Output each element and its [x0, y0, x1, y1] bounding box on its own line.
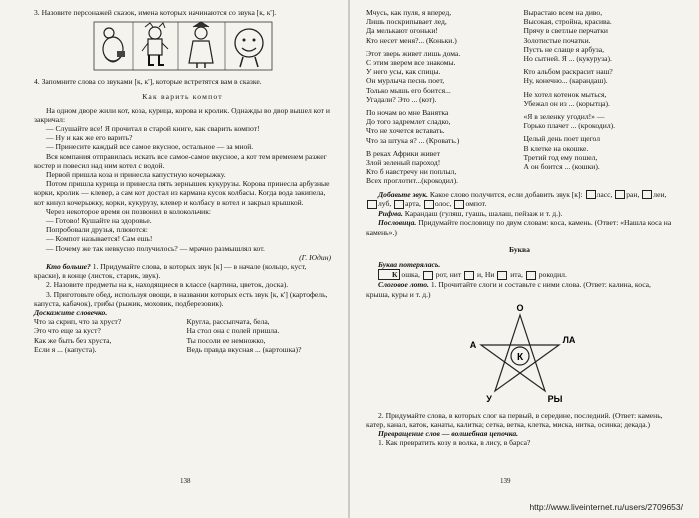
story-paragraph: — Принесите каждый все самое вкусное, остальное — за мной.	[46, 142, 254, 152]
riddle	[524, 112, 674, 130]
add-sound-word: леи,	[653, 189, 667, 199]
riddle	[524, 67, 674, 85]
star-bottom-right: РЫ	[547, 393, 562, 404]
riddle	[366, 8, 516, 45]
poem-line: Это что еще за куст?	[34, 326, 101, 336]
add-sound-text: Какое слово получится, если добавить звук [к]:	[427, 189, 583, 199]
task-syllable-ka: 2. Придумайте слова, в которых слог ка первый, в середине, последний. (Ответ: камень, катер, канал, каток, канаты, калитка; сетка, ветка, клетка, миска, нитка, осинка; декада.)	[366, 410, 663, 429]
add-sound-word: ласс,	[596, 189, 615, 199]
rhyme-label: Рифма.	[378, 209, 403, 219]
add-sound-word: луб,	[378, 199, 394, 209]
riddle-line: Что не хочется вставать.	[366, 126, 445, 136]
story-paragraph: Попробовали друзья, плюются:	[46, 225, 148, 235]
riddle	[366, 149, 516, 186]
riddle-line: Злой зеленый пароход!	[366, 158, 441, 168]
riddle-line: Ну, конечно... (карандаш).	[523, 76, 608, 86]
word-chain-task: 1. Как превратить козу в волка, в лису, в барса?	[378, 438, 531, 448]
blank-box	[586, 190, 596, 199]
poem-line: Как же быть без хруста,	[34, 335, 112, 345]
left-page	[0, 0, 349, 518]
riddle-line: С этим зверем все знакомы.	[366, 58, 456, 68]
lost-letter-label: Буква потерялась.	[378, 259, 441, 269]
riddle-line: Высокая, стройна, красива.	[523, 17, 612, 27]
blank-box	[497, 271, 507, 280]
blank-box	[615, 190, 625, 199]
riddle	[366, 108, 516, 145]
task-4: 4. Запомните слова со звуками [к, к'], которые встретятся вам в сказке.	[34, 77, 262, 87]
syllable-star-diagram	[366, 301, 673, 405]
who-more-label: Кто больше?	[46, 262, 91, 272]
riddle-line: Кто альбом раскрасит наш?	[523, 67, 613, 77]
riddle-line: Всех проглотит...(крокодил).	[366, 176, 459, 186]
syllable-lotto-label: Слоговое лото.	[378, 280, 429, 290]
riddle-line: Но сытней. Я ... (кукуруза).	[523, 54, 612, 64]
riddle-line: Вырастаю всем на диво,	[523, 8, 603, 17]
lost-letter-word: рокодил.	[536, 270, 567, 280]
star-drawing	[465, 301, 575, 405]
riddle-line: Прячу в светлые перчатки	[523, 26, 608, 36]
blank-box	[424, 200, 434, 209]
lost-letter-word: ошка,	[399, 270, 422, 280]
task-q2: 2. Назовите предметы на к, находящиеся в классе (картина, цветок, доска).	[46, 280, 289, 290]
riddle-line: А он боится ... (кошки).	[523, 162, 600, 172]
star-top: О	[515, 302, 524, 313]
lost-letter-words	[366, 269, 673, 280]
watermark-url: http://www.liveinternet.ru/users/2709653/	[529, 502, 683, 512]
poem-line: На стол она с полей пришла.	[186, 326, 280, 336]
star-right: ЛА	[562, 334, 575, 345]
story-paragraph: На одном дворе жили кот, коза, курица, корова и кролик. Однажды во двор вышел кот и закричал:	[34, 105, 330, 124]
finish-word-label: Доскажите словечко.	[34, 308, 108, 318]
riddle-line: Только мышь его боится...	[366, 85, 451, 95]
rhyme-text: Карандаш (гуляш, гуашь, шалаш, пейзаж и т. д.).	[402, 209, 563, 219]
riddle-line: Этот зверь живет лишь дома.	[366, 48, 461, 58]
task-rhyme	[366, 209, 673, 218]
story-paragraph: Вся компания отправилась искать все самое-самое вкусное, а кот тем временем разжег костер и повесил над ним котел с водой.	[34, 151, 327, 170]
riddle-line: Лишь поскрипывает лед,	[366, 17, 447, 27]
task-lost-letter	[366, 260, 673, 269]
riddle-line: Да мелькают огоньки!	[366, 26, 438, 36]
blank-box	[423, 271, 433, 280]
riddle	[524, 8, 674, 63]
riddle-line: Третий год ему пошел,	[523, 152, 598, 162]
story-title: Как варить компот	[142, 92, 223, 102]
riddle-line: В реках Африки живет	[366, 148, 440, 158]
poem-line: Что за скрип, что за хруст?	[34, 317, 122, 327]
riddle-line: Не хотел котенок мыться,	[523, 89, 607, 99]
who-more-text: 1. Придумайте слова, в которых звук [к] — в начале (кольцо, куст, краски), в конце (листок, старик, звук).	[34, 262, 307, 281]
blank-box	[642, 190, 652, 199]
story-paragraph: — Почему же так невкусно получилось? — мрачно размышлял кот.	[46, 243, 265, 253]
task-who-more	[34, 262, 331, 280]
riddle-line: Мчусь, как пуля, я вперед,	[366, 8, 452, 17]
riddles-column-1	[366, 8, 516, 190]
riddle-line: Целый день поет щегол	[523, 134, 601, 144]
blank-box	[367, 200, 377, 209]
riddles	[366, 8, 673, 190]
riddle-line: Он мурлыча песнь поет,	[366, 76, 445, 86]
add-sound-label: Добавьте звук.	[378, 189, 428, 199]
story-paragraph: — Слушайте все! Я прочитал в старой книге, как сварить компот!	[46, 124, 260, 134]
task-q3: 3. Приготовьте обед, используя овощи, в названии которых есть звук [к, к'] (картофель, капуста, кабачок), грибы (рыжик, моховик, подберезовик).	[34, 289, 328, 308]
letter-section-title: Буква	[509, 244, 530, 254]
blank-box	[454, 200, 464, 209]
syllable-lotto-text: 1. Прочитайте слоги и составьте с ними слова. (Ответ: калина, коса, крыша, куры и т. д.)	[366, 280, 651, 299]
riddle-line: «Я в зеленку угодил!» —	[523, 112, 605, 122]
story-text	[34, 106, 331, 253]
riddle-line: Пусть не слаще я арбуза,	[523, 44, 605, 54]
riddle-line: Убежал он из ... (корытца).	[523, 98, 610, 108]
story-paragraph: — Ну и как же его варить?	[46, 133, 133, 143]
lost-letter-word-list	[400, 270, 567, 279]
riddle	[366, 49, 516, 104]
riddle	[524, 90, 674, 108]
riddle-line: До того задремлет сладко,	[366, 117, 451, 127]
riddle-line: Угадали? Это ... (кот).	[366, 94, 437, 104]
riddle-line: Кто несет меня?... (Коньки.)	[366, 35, 457, 45]
task-add-sound	[366, 190, 673, 210]
star-left: А	[469, 339, 476, 350]
add-sound-word: арта,	[405, 199, 423, 209]
riddle-line: В клетке на окошке.	[523, 143, 589, 153]
task-proverb	[366, 218, 673, 236]
page-number-right: 139	[500, 476, 511, 485]
add-sound-word: олос,	[434, 199, 454, 209]
story-paragraph: — Готово! Кушайте на здоровье.	[46, 216, 152, 226]
task-3: 3. Назовите персонажей сказок, имена которых начинаются со звука [к, к'].	[34, 8, 277, 17]
blank-box	[526, 271, 536, 280]
story-paragraph: Первой пришла коза и принесла капустную кочерыжку.	[46, 170, 226, 180]
proverb-label: Пословица.	[378, 218, 417, 228]
poem-potato	[187, 317, 332, 354]
riddle-line: По ночам во мне Ванятка	[366, 108, 449, 118]
page-number-left: 138	[180, 476, 191, 485]
poem-line: Ты посоли ее немножко,	[186, 335, 266, 345]
story-paragraph: — Компот называется! Сам ешь!	[46, 234, 153, 244]
lost-letter-word: и, Ни	[475, 270, 497, 280]
riddle-line: Золотистые початки.	[523, 35, 591, 45]
blank-box	[464, 271, 474, 280]
finish-word-poems	[34, 317, 331, 354]
blank-box	[394, 200, 404, 209]
proverb-text: Придумайте пословицу по двум словам: коса, камень. (Ответ: «Нашла коса на камень».)	[366, 218, 672, 237]
letter-k-box: К	[378, 269, 400, 280]
task-syllable-lotto	[366, 280, 673, 298]
lost-letter-word: рот, нит	[433, 270, 464, 280]
poem-line: Кругла, рассыпчата, бела,	[186, 317, 270, 327]
story-author: (Г. Юдин)	[299, 252, 331, 262]
add-sound-word: омпот.	[465, 199, 487, 209]
poem-cabbage	[34, 317, 179, 354]
story-paragraph: Через некоторое время он позвонил в колокольчик:	[46, 206, 212, 216]
riddle-line: У него усы, как спицы.	[366, 67, 441, 77]
riddles-column-2	[524, 8, 674, 190]
right-page	[350, 0, 699, 518]
word-chain-label: Превращение слов — волшебная цепочка.	[378, 429, 519, 439]
riddle	[524, 134, 674, 171]
riddle-line: Кто б навстречу ни поплыл,	[366, 167, 457, 177]
characters-drawing	[93, 21, 273, 71]
story-paragraph: Потом пришла курица и принесла пять зернышек кукурузы. Корова принесла арбузные корки, кролик — клевер, а сам кот достал из кармана кусок колбасы. Когда вода закипела, кот кинул кочерыжку, корки, кукурузу, клевер и колбасу в котел и закрыл крышкой.	[34, 179, 330, 207]
star-center: К	[516, 351, 523, 363]
poem-line: Ведь правда вкусная ... (картошка)?	[186, 344, 302, 354]
lost-letter-word: ита,	[508, 270, 525, 280]
fairy-tale-characters-illustration	[34, 21, 331, 71]
star-bottom-left: У	[485, 393, 492, 404]
riddle-line: Что за штука я? ... (Кровать.)	[366, 135, 460, 145]
poem-line: Если я ... (капуста).	[34, 344, 97, 354]
add-sound-word: ран,	[626, 189, 642, 199]
riddle-line: Горько плачет ... (крокодил).	[523, 121, 616, 131]
